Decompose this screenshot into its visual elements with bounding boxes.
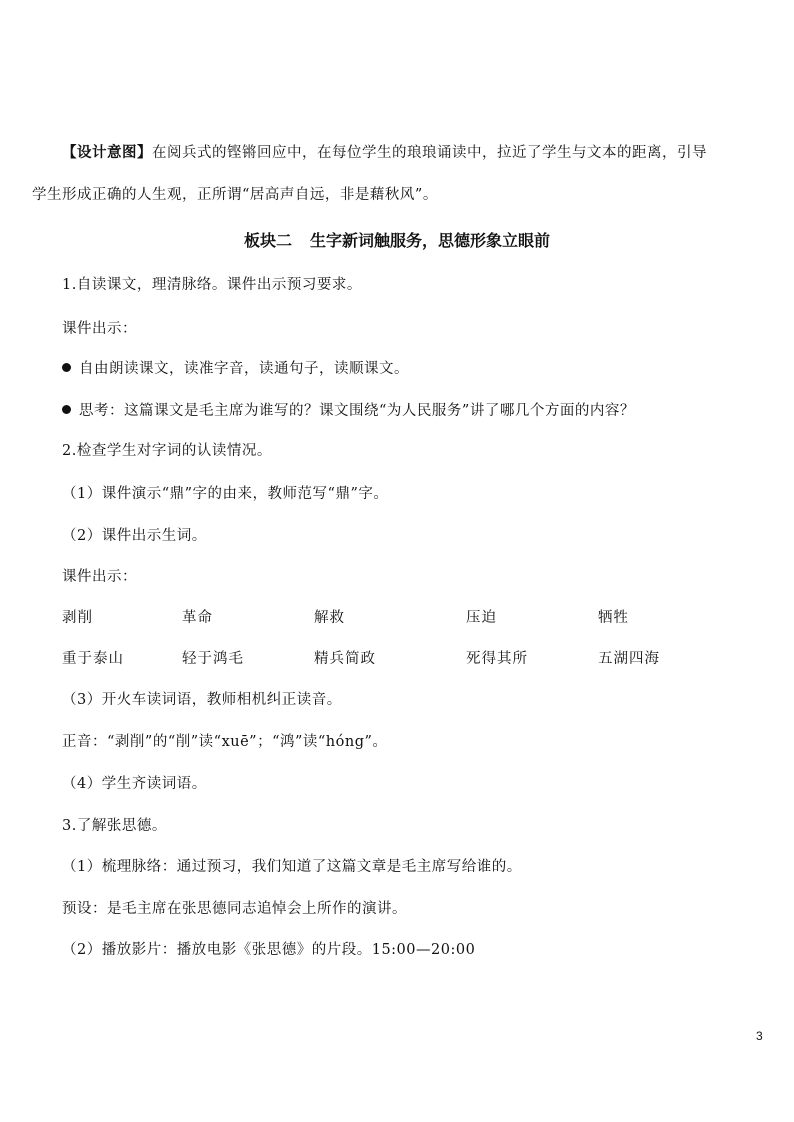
design-intent-text: 在阅兵式的铿锵回应中，在每位学生的琅琅诵读中，拉近了学生与文本的距离，引导 <box>152 145 707 161</box>
vocab-word: 精兵简政 <box>314 651 376 667</box>
paragraph-pronunciation: 正音：“剥削”的“削”读“xuē”；“鸿”读“hóng”。 <box>62 734 388 750</box>
paragraph-step-1: 1.自读课文，理清脉络。课件出示预习要求。 <box>62 277 362 293</box>
section-heading-part2: 生字新词触服务，思德形象立眼前 <box>310 231 551 250</box>
vocab-word: 死得其所 <box>466 651 528 667</box>
paragraph-courseware-1: 课件出示： <box>62 321 137 337</box>
bullet-dot-icon <box>62 405 71 414</box>
paragraph-step-2-4: （4）学生齐读词语。 <box>62 776 207 792</box>
paragraph-step-2: 2.检查学生对字词的认读情况。 <box>62 443 272 459</box>
paragraph-step-3-1: （1）梳理脉络：通过预习，我们知道了这篇文章是毛主席写给谁的。 <box>62 859 522 875</box>
vocab-word: 解救 <box>314 610 345 626</box>
vocab-word: 剥削 <box>62 610 93 626</box>
bullet-item-2-text: 思考：这篇课文是毛主席为谁写的？课文围绕“为人民服务”讲了哪几个方面的内容？ <box>79 403 635 419</box>
vocab-word: 五湖四海 <box>598 651 660 667</box>
section-heading-part1: 板块二 <box>243 231 292 250</box>
design-intent-line-2: 学生形成正确的人生观，正所谓“居高声自远，非是藉秋风”。 <box>32 187 438 203</box>
paragraph-step-2-3: （3）开火车读词语，教师相机纠正读音。 <box>62 692 342 708</box>
design-intent-line-1 <box>62 143 707 163</box>
section-heading <box>0 230 794 252</box>
vocab-word: 压迫 <box>466 610 497 626</box>
bullet-item-2 <box>62 401 635 421</box>
paragraph-step-2-1: （1）课件演示“鼎”字的由来，教师范写“鼎”字。 <box>62 486 389 502</box>
vocab-word: 轻于鸿毛 <box>182 651 244 667</box>
vocab-word: 重于泰山 <box>62 651 124 667</box>
design-intent-label: 【设计意图】 <box>62 145 152 161</box>
paragraph-courseware-2: 课件出示： <box>62 569 137 585</box>
bullet-item-1-text: 自由朗读课文，读准字音，读通句子，读顺课文。 <box>79 361 409 377</box>
paragraph-step-3: 3.了解张思德。 <box>62 818 167 834</box>
vocab-word: 革命 <box>182 610 213 626</box>
paragraph-step-2-2: （2）课件出示生词。 <box>62 528 207 544</box>
paragraph-step-3-2: （2）播放影片：播放电影《张思德》的片段。15:00—20:00 <box>62 942 476 958</box>
vocab-word: 牺牲 <box>598 610 629 626</box>
bullet-item-1 <box>62 359 409 379</box>
bullet-dot-icon <box>62 363 71 372</box>
paragraph-preset: 预设：是毛主席在张思德同志追悼会上所作的演讲。 <box>62 901 407 917</box>
page-number: 3 <box>756 1029 763 1043</box>
